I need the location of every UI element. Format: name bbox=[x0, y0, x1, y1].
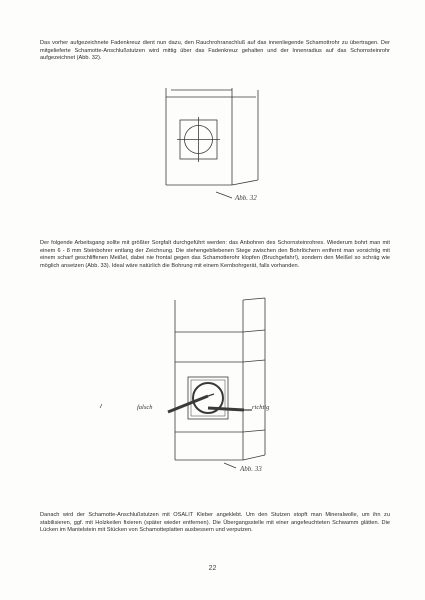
page-number: 22 bbox=[208, 565, 217, 572]
paragraph-2: Der folgende Arbeitsgang sollte mit größter Sorgfalt durchgeführt werden: das Anbohren des Schornsteinrohres. Wiederum bohrt man mit einem 6 - 8 mm Steinbohrer entlang der Zeichnung. Die stehengebliebenen Stege zwischen den Bohrlöchern entfernt man vorsichtig mit einem scharf geschliffenen Meißel, dabei nie frontal gegen das Schamotterohr klopfen (Bruchgefahr!), sondern den Meißel so schräg wie möglich ansetzen (Abb. 33). Ideal wäre natürlich die Bohrung mit einem Kernbohrgerät, falls vorhanden. bbox=[40, 240, 390, 269]
label-right: richtig bbox=[252, 404, 270, 411]
paragraph-1: Das vorher aufgezeichnete Fadenkreuz dient nun dazu, den Rauchrohranschluß auf das innenliegende Schamottrohr zu übertragen. Der mitgelieferte Schamotte-Anschlußstutzen wird mittig über das Fadenkreuz gehalten und der Innenradius auf das Schornsteinrohr aufgezeichnet (Abb. 32). bbox=[40, 40, 390, 62]
label-wrong: falsch bbox=[137, 404, 153, 411]
paragraph-3: Danach wird der Schamotte-Anschlußstutzen mit OSALIT Kleber angeklebt. Um den Stutzen stopft man Mineralwolle, um ihn zu stabilisieren, ggf. mit Holzkeilen fixieren (später wieder entfernen). Die Übergangsstelle mit einer angefeuchteten Schwamm glätten. Die Lücken im Mantelstein mit Stücken von Schamotteplatten ausbessern und verputzen. bbox=[40, 512, 390, 534]
figure-32-caption: Abb. 32 bbox=[235, 194, 257, 202]
figure-33-caption: Abb. 33 bbox=[240, 465, 262, 473]
